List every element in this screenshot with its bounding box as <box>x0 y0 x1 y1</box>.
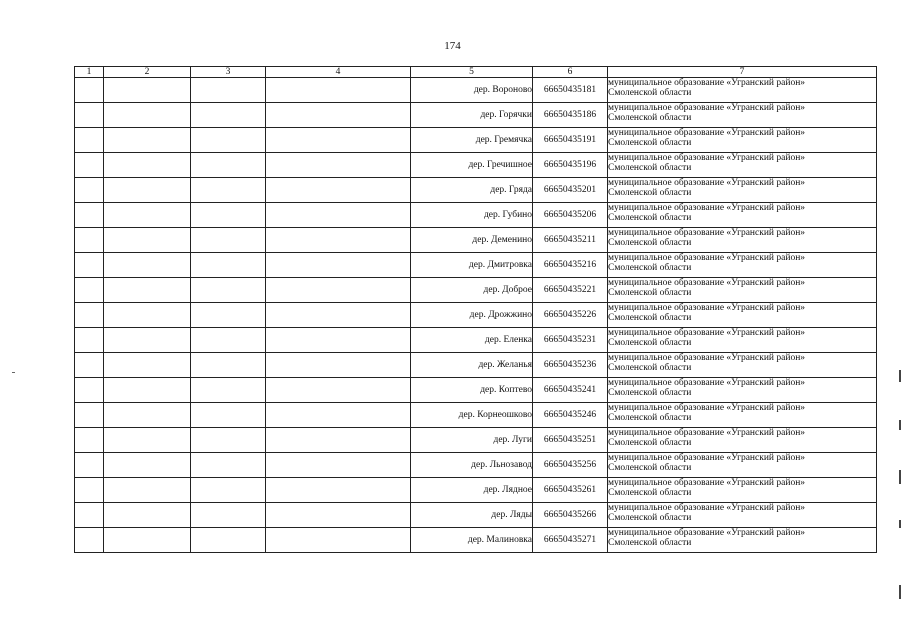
table-row <box>75 303 877 328</box>
municipality-line: муниципальное образование «Угранский район» <box>608 353 806 363</box>
table-cell-c3 <box>191 378 266 403</box>
scan-edge-mark <box>899 420 901 430</box>
municipality-line: Смоленской области <box>608 488 692 498</box>
table-cell-c6: 66650435236 <box>533 353 608 378</box>
table-cell-c5: дер. Луги <box>411 428 533 453</box>
table-cell-c2 <box>104 103 191 128</box>
scan-edge-mark <box>899 585 901 599</box>
municipality-line: Смоленской области <box>608 513 692 523</box>
table-cell-c3 <box>191 453 266 478</box>
municipality-line: Смоленской области <box>608 438 692 448</box>
table-row <box>75 453 877 478</box>
table-cell-c1 <box>75 303 104 328</box>
table-cell-c7 <box>608 453 877 478</box>
table-cell-c6: 66650435271 <box>533 528 608 553</box>
table-cell-c2 <box>104 528 191 553</box>
header-col-6: 6 <box>533 67 608 78</box>
table-cell-c7 <box>608 203 877 228</box>
table-cell-c1 <box>75 353 104 378</box>
scan-edge-mark <box>899 520 901 528</box>
municipality-line: Смоленской области <box>608 188 692 198</box>
table-cell-c1 <box>75 228 104 253</box>
table-row <box>75 503 877 528</box>
municipality-line: муниципальное образование «Угранский район» <box>608 153 806 163</box>
table-cell-c2 <box>104 128 191 153</box>
municipality-line: муниципальное образование «Угранский район» <box>608 503 806 513</box>
table-cell-c4 <box>266 303 411 328</box>
table-cell-c3 <box>191 128 266 153</box>
table-cell-c2 <box>104 303 191 328</box>
table-cell-c1 <box>75 178 104 203</box>
table-cell-c5: дер. Вороново <box>411 78 533 103</box>
table-cell-c7 <box>608 353 877 378</box>
table-cell-c4 <box>266 178 411 203</box>
table-cell-c7 <box>608 278 877 303</box>
municipality-line: Смоленской области <box>608 263 692 273</box>
table-cell-c3 <box>191 428 266 453</box>
table-cell-c3 <box>191 528 266 553</box>
table-row <box>75 203 877 228</box>
table-row <box>75 103 877 128</box>
table-cell-c1 <box>75 503 104 528</box>
table-cell-c2 <box>104 278 191 303</box>
table-row <box>75 528 877 553</box>
table-row <box>75 478 877 503</box>
table-cell-c6: 66650435191 <box>533 128 608 153</box>
table-cell-c5: дер. Коптево <box>411 378 533 403</box>
table-cell-c3 <box>191 353 266 378</box>
table-cell-c7 <box>608 328 877 353</box>
table-cell-c6: 66650435261 <box>533 478 608 503</box>
table-cell-c6: 66650435211 <box>533 228 608 253</box>
table-cell-c5: дер. Гремячка <box>411 128 533 153</box>
header-col-4: 4 <box>266 67 411 78</box>
municipality-line: Смоленской области <box>608 313 692 323</box>
table-cell-c1 <box>75 328 104 353</box>
table-cell-c1 <box>75 528 104 553</box>
table-cell-c4 <box>266 328 411 353</box>
table-cell-c3 <box>191 178 266 203</box>
municipality-line: Смоленской области <box>608 288 692 298</box>
settlements-table <box>74 66 877 553</box>
table-cell-c2 <box>104 328 191 353</box>
table-cell-c5: дер. Льнозавод <box>411 453 533 478</box>
table-cell-c6: 66650435266 <box>533 503 608 528</box>
table-cell-c6: 66650435241 <box>533 378 608 403</box>
municipality-line: муниципальное образование «Угранский район» <box>608 178 806 188</box>
table-cell-c3 <box>191 278 266 303</box>
table-row <box>75 378 877 403</box>
table-cell-c6: 66650435246 <box>533 403 608 428</box>
table-cell-c5: дер. Ляды <box>411 503 533 528</box>
table-row <box>75 228 877 253</box>
municipality-line: Смоленской области <box>608 388 692 398</box>
municipality-line: муниципальное образование «Угранский район» <box>608 303 806 313</box>
table-cell-c5: дер. Лядное <box>411 478 533 503</box>
municipality-line: муниципальное образование «Угранский район» <box>608 203 806 213</box>
table-cell-c7 <box>608 378 877 403</box>
table-cell-c5: дер. Губино <box>411 203 533 228</box>
municipality-line: Смоленской области <box>608 238 692 248</box>
municipality-line: Смоленской области <box>608 88 692 98</box>
table-cell-c7 <box>608 153 877 178</box>
table-cell-c1 <box>75 203 104 228</box>
table-row <box>75 403 877 428</box>
table-cell-c7 <box>608 503 877 528</box>
table-cell-c5: дер. Гряда <box>411 178 533 203</box>
table-row <box>75 153 877 178</box>
table-cell-c1 <box>75 378 104 403</box>
header-col-5: 5 <box>411 67 533 78</box>
table-row <box>75 128 877 153</box>
table-cell-c7 <box>608 78 877 103</box>
municipality-line: муниципальное образование «Угранский район» <box>608 528 806 538</box>
municipality-line: муниципальное образование «Угранский район» <box>608 128 806 138</box>
table-cell-c2 <box>104 453 191 478</box>
table-cell-c4 <box>266 453 411 478</box>
table-cell-c4 <box>266 78 411 103</box>
table-row <box>75 178 877 203</box>
table-cell-c4 <box>266 503 411 528</box>
municipality-line: муниципальное образование «Угранский район» <box>608 478 806 488</box>
table-body <box>75 78 877 553</box>
table-cell-c2 <box>104 78 191 103</box>
municipality-line: Смоленской области <box>608 138 692 148</box>
municipality-line: Смоленской области <box>608 338 692 348</box>
table-cell-c2 <box>104 503 191 528</box>
table-cell-c5: дер. Дмитровка <box>411 253 533 278</box>
table-cell-c4 <box>266 428 411 453</box>
table-header-row <box>75 67 877 78</box>
table-cell-c6: 66650435196 <box>533 153 608 178</box>
table-row <box>75 78 877 103</box>
table-cell-c2 <box>104 403 191 428</box>
table-cell-c4 <box>266 403 411 428</box>
table-cell-c3 <box>191 78 266 103</box>
table-cell-c3 <box>191 503 266 528</box>
table-cell-c1 <box>75 478 104 503</box>
table-cell-c5: дер. Желанья <box>411 353 533 378</box>
table-cell-c1 <box>75 253 104 278</box>
table-cell-c7 <box>608 128 877 153</box>
header-col-2: 2 <box>104 67 191 78</box>
table-cell-c3 <box>191 403 266 428</box>
table-cell-c4 <box>266 153 411 178</box>
table-cell-c1 <box>75 278 104 303</box>
table-cell-c5: дер. Еленка <box>411 328 533 353</box>
municipality-line: муниципальное образование «Угранский район» <box>608 103 806 113</box>
municipality-line: муниципальное образование «Угранский район» <box>608 428 806 438</box>
scan-edge-mark <box>899 470 901 484</box>
municipality-line: муниципальное образование «Угранский район» <box>608 78 806 88</box>
table-cell-c5: дер. Горячки <box>411 103 533 128</box>
municipality-line: Смоленской области <box>608 213 692 223</box>
table-cell-c4 <box>266 478 411 503</box>
table-cell-c4 <box>266 278 411 303</box>
table-cell-c4 <box>266 353 411 378</box>
table-cell-c6: 66650435221 <box>533 278 608 303</box>
municipality-line: муниципальное образование «Угранский район» <box>608 378 806 388</box>
table-cell-c6: 66650435206 <box>533 203 608 228</box>
scan-speck <box>12 372 15 373</box>
table-cell-c2 <box>104 253 191 278</box>
table-cell-c5: дер. Деменино <box>411 228 533 253</box>
table-cell-c2 <box>104 203 191 228</box>
table-cell-c6: 66650435256 <box>533 453 608 478</box>
table-cell-c4 <box>266 253 411 278</box>
table-cell-c1 <box>75 103 104 128</box>
header-col-7: 7 <box>608 67 877 78</box>
table-cell-c1 <box>75 403 104 428</box>
page-number: 174 <box>444 40 461 52</box>
table-cell-c4 <box>266 103 411 128</box>
table-cell-c2 <box>104 153 191 178</box>
table-cell-c7 <box>608 228 877 253</box>
table-row <box>75 428 877 453</box>
table-cell-c2 <box>104 178 191 203</box>
table-cell-c1 <box>75 78 104 103</box>
table-row <box>75 328 877 353</box>
table-cell-c7 <box>608 478 877 503</box>
table-cell-c7 <box>608 303 877 328</box>
table-row <box>75 278 877 303</box>
table-cell-c6: 66650435226 <box>533 303 608 328</box>
municipality-line: муниципальное образование «Угранский район» <box>608 403 806 413</box>
municipality-line: муниципальное образование «Угранский район» <box>608 253 806 263</box>
table-row <box>75 353 877 378</box>
table-cell-c5: дер. Корнеошково <box>411 403 533 428</box>
table-cell-c2 <box>104 478 191 503</box>
table-cell-c2 <box>104 378 191 403</box>
table-cell-c6: 66650435181 <box>533 78 608 103</box>
table-cell-c1 <box>75 453 104 478</box>
table-row <box>75 253 877 278</box>
table-cell-c3 <box>191 253 266 278</box>
municipality-line: Смоленской области <box>608 163 692 173</box>
municipality-line: муниципальное образование «Угранский район» <box>608 278 806 288</box>
table-cell-c3 <box>191 228 266 253</box>
table-cell-c5: дер. Доброе <box>411 278 533 303</box>
table-cell-c7 <box>608 253 877 278</box>
municipality-line: Смоленской области <box>608 413 692 423</box>
municipality-line: Смоленской области <box>608 363 692 373</box>
table-cell-c6: 66650435186 <box>533 103 608 128</box>
municipality-line: Смоленской области <box>608 463 692 473</box>
scan-edge-mark <box>899 370 901 382</box>
table-cell-c2 <box>104 353 191 378</box>
table-cell-c7 <box>608 528 877 553</box>
municipality-line: муниципальное образование «Угранский район» <box>608 328 806 338</box>
municipality-line: муниципальное образование «Угранский район» <box>608 228 806 238</box>
table-cell-c2 <box>104 428 191 453</box>
table-cell-c1 <box>75 128 104 153</box>
table-cell-c6: 66650435251 <box>533 428 608 453</box>
table-cell-c3 <box>191 303 266 328</box>
table-cell-c7 <box>608 103 877 128</box>
table-cell-c3 <box>191 328 266 353</box>
table-cell-c1 <box>75 428 104 453</box>
table-cell-c7 <box>608 403 877 428</box>
table-cell-c2 <box>104 228 191 253</box>
table-cell-c7 <box>608 428 877 453</box>
header-col-1: 1 <box>75 67 104 78</box>
municipality-line: Смоленской области <box>608 113 692 123</box>
table-cell-c4 <box>266 128 411 153</box>
table-cell-c1 <box>75 153 104 178</box>
table-cell-c5: дер. Малиновка <box>411 528 533 553</box>
table-cell-c3 <box>191 478 266 503</box>
table-cell-c6: 66650435216 <box>533 253 608 278</box>
table-cell-c6: 66650435201 <box>533 178 608 203</box>
municipality-line: муниципальное образование «Угранский район» <box>608 453 806 463</box>
table-cell-c4 <box>266 203 411 228</box>
table-cell-c4 <box>266 228 411 253</box>
table-cell-c3 <box>191 203 266 228</box>
table-cell-c5: дер. Дрожжино <box>411 303 533 328</box>
table-cell-c3 <box>191 153 266 178</box>
table-cell-c6: 66650435231 <box>533 328 608 353</box>
header-col-3: 3 <box>191 67 266 78</box>
table-cell-c7 <box>608 178 877 203</box>
table-cell-c3 <box>191 103 266 128</box>
table-cell-c4 <box>266 528 411 553</box>
table-cell-c5: дер. Гречишное <box>411 153 533 178</box>
table-cell-c4 <box>266 378 411 403</box>
municipality-line: Смоленской области <box>608 538 692 548</box>
